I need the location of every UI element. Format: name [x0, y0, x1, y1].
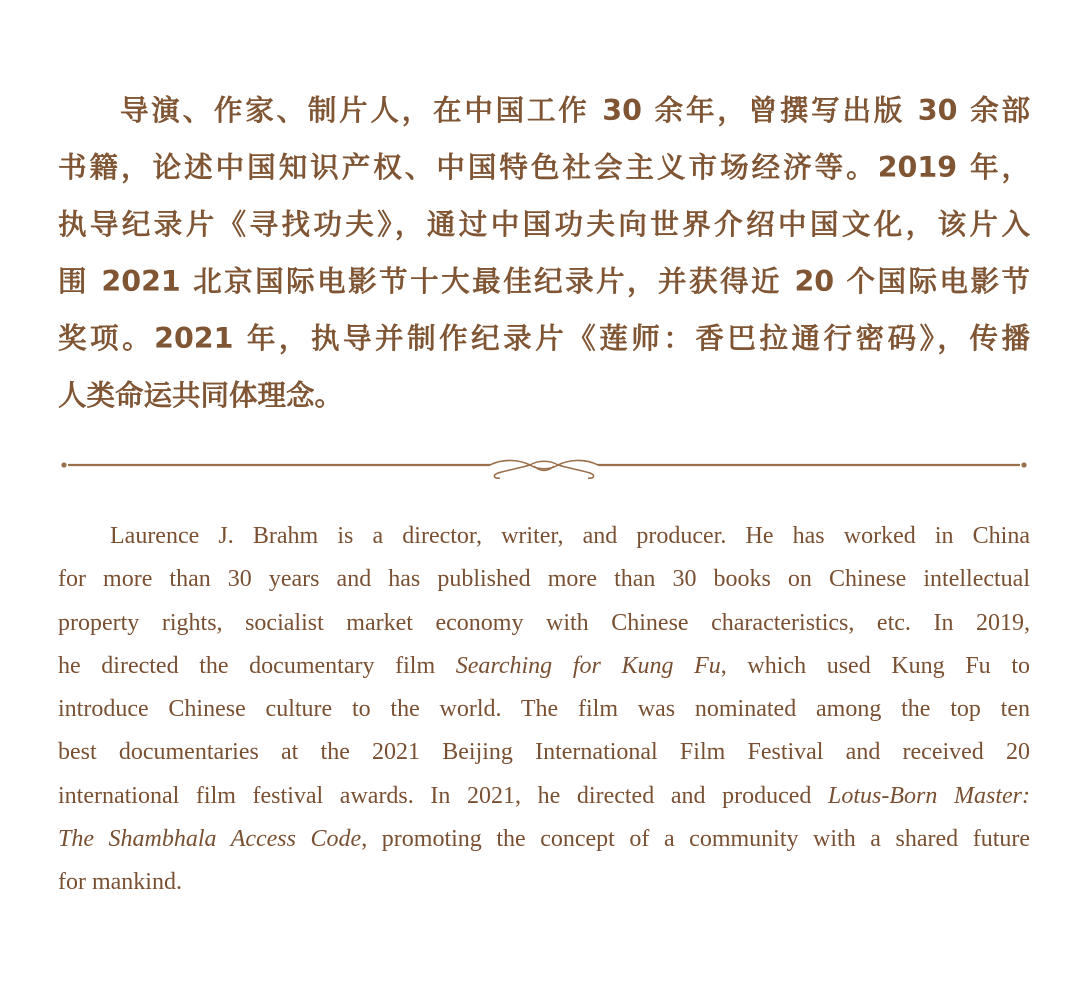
english-bio-text: , promoting the concept of a community with a shared future: [361, 826, 1031, 853]
english-bio: [58, 515, 1030, 905]
divider-end-dot-right: [1021, 462, 1026, 467]
chinese-bio: [58, 82, 1030, 424]
ornament-flourish-icon: [61, 460, 1026, 478]
divider-swirl-left: [490, 460, 530, 478]
english-bio-text: Laurence J. Brahm is a director, writer, and producer. He has worked in China: [110, 523, 1030, 549]
english-bio-line: [58, 775, 1030, 818]
english-bio-text: for mankind.: [58, 869, 182, 896]
ornamental-divider: [58, 448, 1030, 484]
chinese-bio-line: 导演、作家、制片人，在中国工作 30 余年，曾撰写出版 30 余部: [120, 94, 1030, 127]
english-bio-text: best documentaries at the 2021 Beijing International Film Festival and received 20: [58, 739, 1030, 766]
chinese-bio-line: 人类命运共同体理念。: [58, 379, 344, 412]
english-bio-text: property rights, socialist market economy with Chinese characteristics, etc. In 2019,: [58, 609, 1030, 636]
film-title-lotus-born-master: Lotus-Born Master:: [828, 782, 1030, 809]
english-bio-text: international film festival awards. In 2021, he directed and produced: [58, 782, 829, 809]
chinese-bio-line: 围 2021 北京国际电影节十大最佳纪录片，并获得近 20 个国际电影节: [58, 265, 1030, 298]
english-bio-line: [58, 645, 1030, 688]
english-bio-text: for more than 30 years and has published more than 30 books on Chinese intellectual: [58, 566, 1030, 593]
divider-end-dot-left: [61, 462, 66, 467]
english-bio-line: [58, 731, 1030, 774]
english-bio-line: [58, 515, 1030, 558]
english-bio-line: [58, 558, 1030, 601]
english-bio-text: , which used Kung Fu to: [720, 652, 1030, 679]
divider-swirl-right: [558, 460, 598, 478]
film-title-shambhala-access-code: The Shambhala Access Code: [58, 826, 362, 853]
english-bio-line: [58, 818, 1030, 861]
chinese-bio-line: 执导纪录片《寻找功夫》，通过中国功夫向世界介绍中国文化，该片入: [58, 208, 1030, 241]
divider-center-knot: [530, 461, 558, 469]
english-bio-line: [58, 861, 1030, 904]
chinese-bio-line: 书籍，论述中国知识产权、中国特色社会主义市场经济等。2019 年，: [58, 151, 1030, 184]
chinese-bio-line: 奖项。2021 年，执导并制作纪录片《莲师：香巴拉通行密码》，传播: [58, 322, 1030, 355]
film-title-searching-for-kung-fu: Searching for Kung Fu: [455, 652, 721, 679]
english-bio-text: he directed the documentary film: [58, 652, 456, 679]
english-bio-line: [58, 688, 1030, 731]
english-bio-text: introduce Chinese culture to the world. The film was nominated among the top ten: [58, 696, 1030, 723]
english-bio-line: [58, 602, 1030, 645]
